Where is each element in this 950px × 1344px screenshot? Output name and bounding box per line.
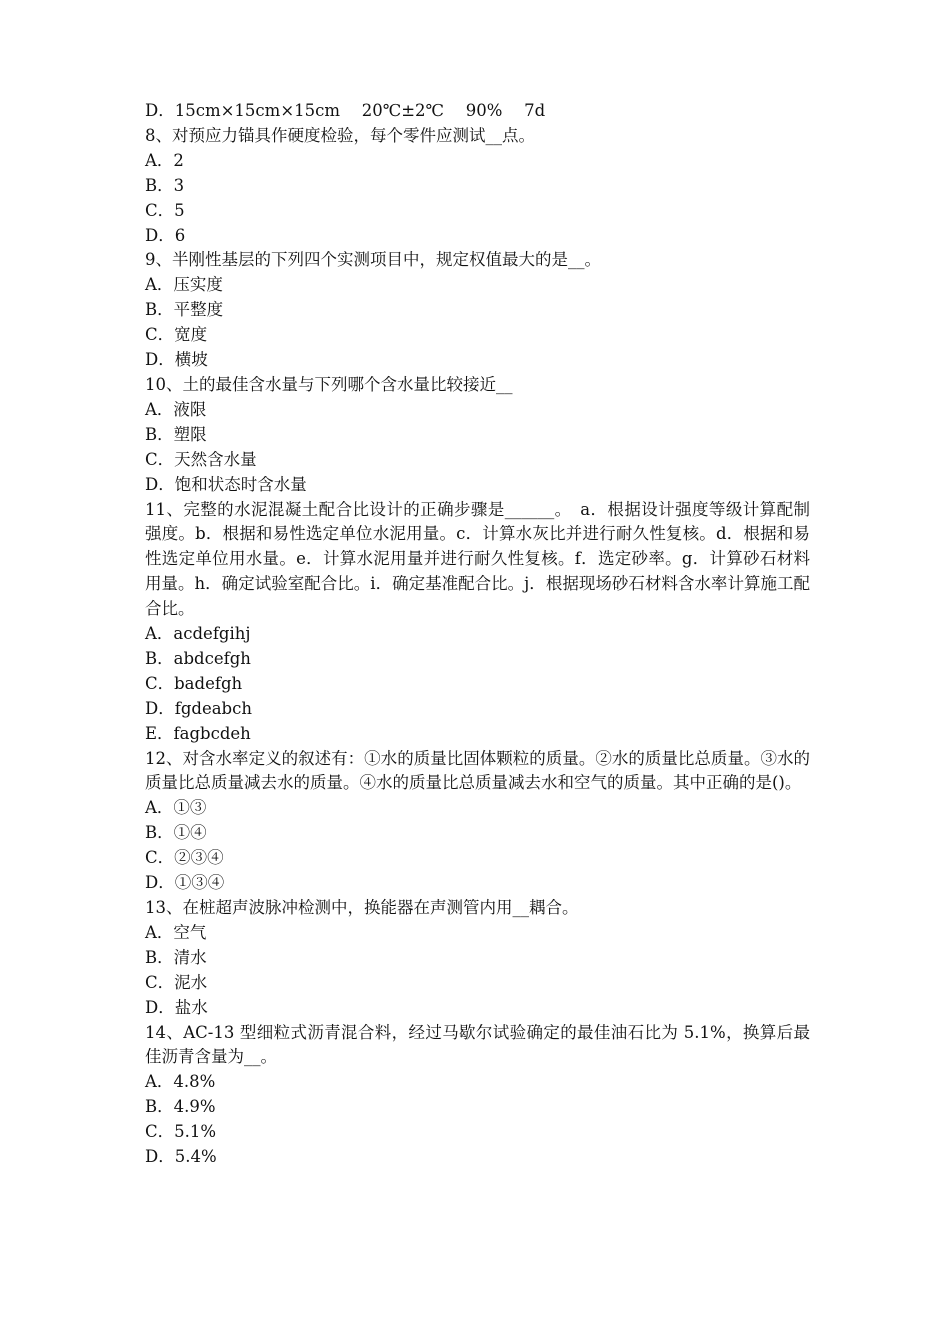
option-c: C．泥水 [145, 972, 208, 992]
option-d: D．横坡 [145, 350, 208, 370]
option-a: A．2 [145, 150, 184, 170]
option-a: A．acdefgihj [145, 624, 251, 644]
question-10 [145, 373, 810, 498]
option-d: D．盐水 [145, 997, 208, 1017]
option-c: C．宽度 [145, 325, 208, 345]
question-stem: 12、对含水率定义的叙述有：①水的质量比固体颗粒的质量。②水的质量比总质量。③水的质量比总质量减去水的质量。④水的质量比总质量减去水和空气的质量。其中正确的是()。 [145, 748, 810, 793]
option-d: D．5.4% [145, 1147, 217, 1167]
option-a: A．①③ [145, 798, 207, 818]
option-b: B．平整度 [145, 300, 224, 320]
option-c: C．5.1% [145, 1122, 217, 1142]
option-b: B．abdcefgh [145, 648, 251, 668]
question-stem: 11、完整的水泥混凝土配合比设计的正确步骤是______。 a．根据设计强度等级计算配制强度。b．根据和易性选定单位水泥用量。c．计算水灰比并进行耐久性复核。d．根据和易性选定单位用水量。e．计算水泥用量并进行耐久性复核。f．选定砂率。g．计算砂石材料用量。h．确定试验室配合比。i．确定基准配合比。j．根据现场砂石材料含水率计算施工配合比。 [145, 499, 810, 619]
option-d: D．①③④ [145, 873, 225, 893]
option-d: D．fgdeabch [145, 698, 252, 718]
question-stem: 8、对预应力锚具作硬度检验，每个零件应测试__点。 [145, 125, 535, 145]
question-8 [145, 124, 810, 249]
option-a: A．液限 [145, 399, 207, 419]
option-b: B．塑限 [145, 424, 207, 444]
option-b: B．①④ [145, 823, 207, 843]
question-stem: 13、在桩超声波脉冲检测中，换能器在声测管内用__耦合。 [145, 898, 579, 917]
question-stem: 10、土的最佳含水量与下列哪个含水量比较接近__ [145, 374, 513, 394]
question-14 [145, 1021, 810, 1170]
option-c: C．②③④ [145, 848, 224, 868]
question-12 [145, 747, 810, 896]
question-9 [145, 248, 810, 373]
option-b: B．4.9% [145, 1097, 216, 1117]
document-page [145, 99, 810, 1170]
option-c: C．badefgh [145, 673, 243, 693]
option-c: C．5 [145, 200, 185, 220]
continued-option-line: D．15cm×15cm×15cm 20℃±2℃ 90% 7d [145, 101, 546, 120]
question-stem: 14、AC-13 型细粒式沥青混合料，经过马歇尔试验确定的最佳油石比为 5.1%，换算后最佳沥青含量为__。 [145, 1022, 810, 1067]
option-a: A．空气 [145, 922, 207, 942]
option-b: B．清水 [145, 947, 207, 967]
option-c: C．天然含水量 [145, 449, 257, 469]
option-b: B．3 [145, 175, 185, 195]
option-d: D．6 [145, 225, 186, 245]
option-a: A．4.8% [145, 1072, 216, 1092]
question-11 [145, 498, 810, 747]
option-a: A．压实度 [145, 275, 223, 295]
question-stem: 9、半刚性基层的下列四个实测项目中，规定权值最大的是__。 [145, 250, 601, 270]
option-d: D．饱和状态时含水量 [145, 474, 307, 494]
option-e: E．fagbcdeh [145, 723, 251, 743]
question-13 [145, 896, 810, 1021]
